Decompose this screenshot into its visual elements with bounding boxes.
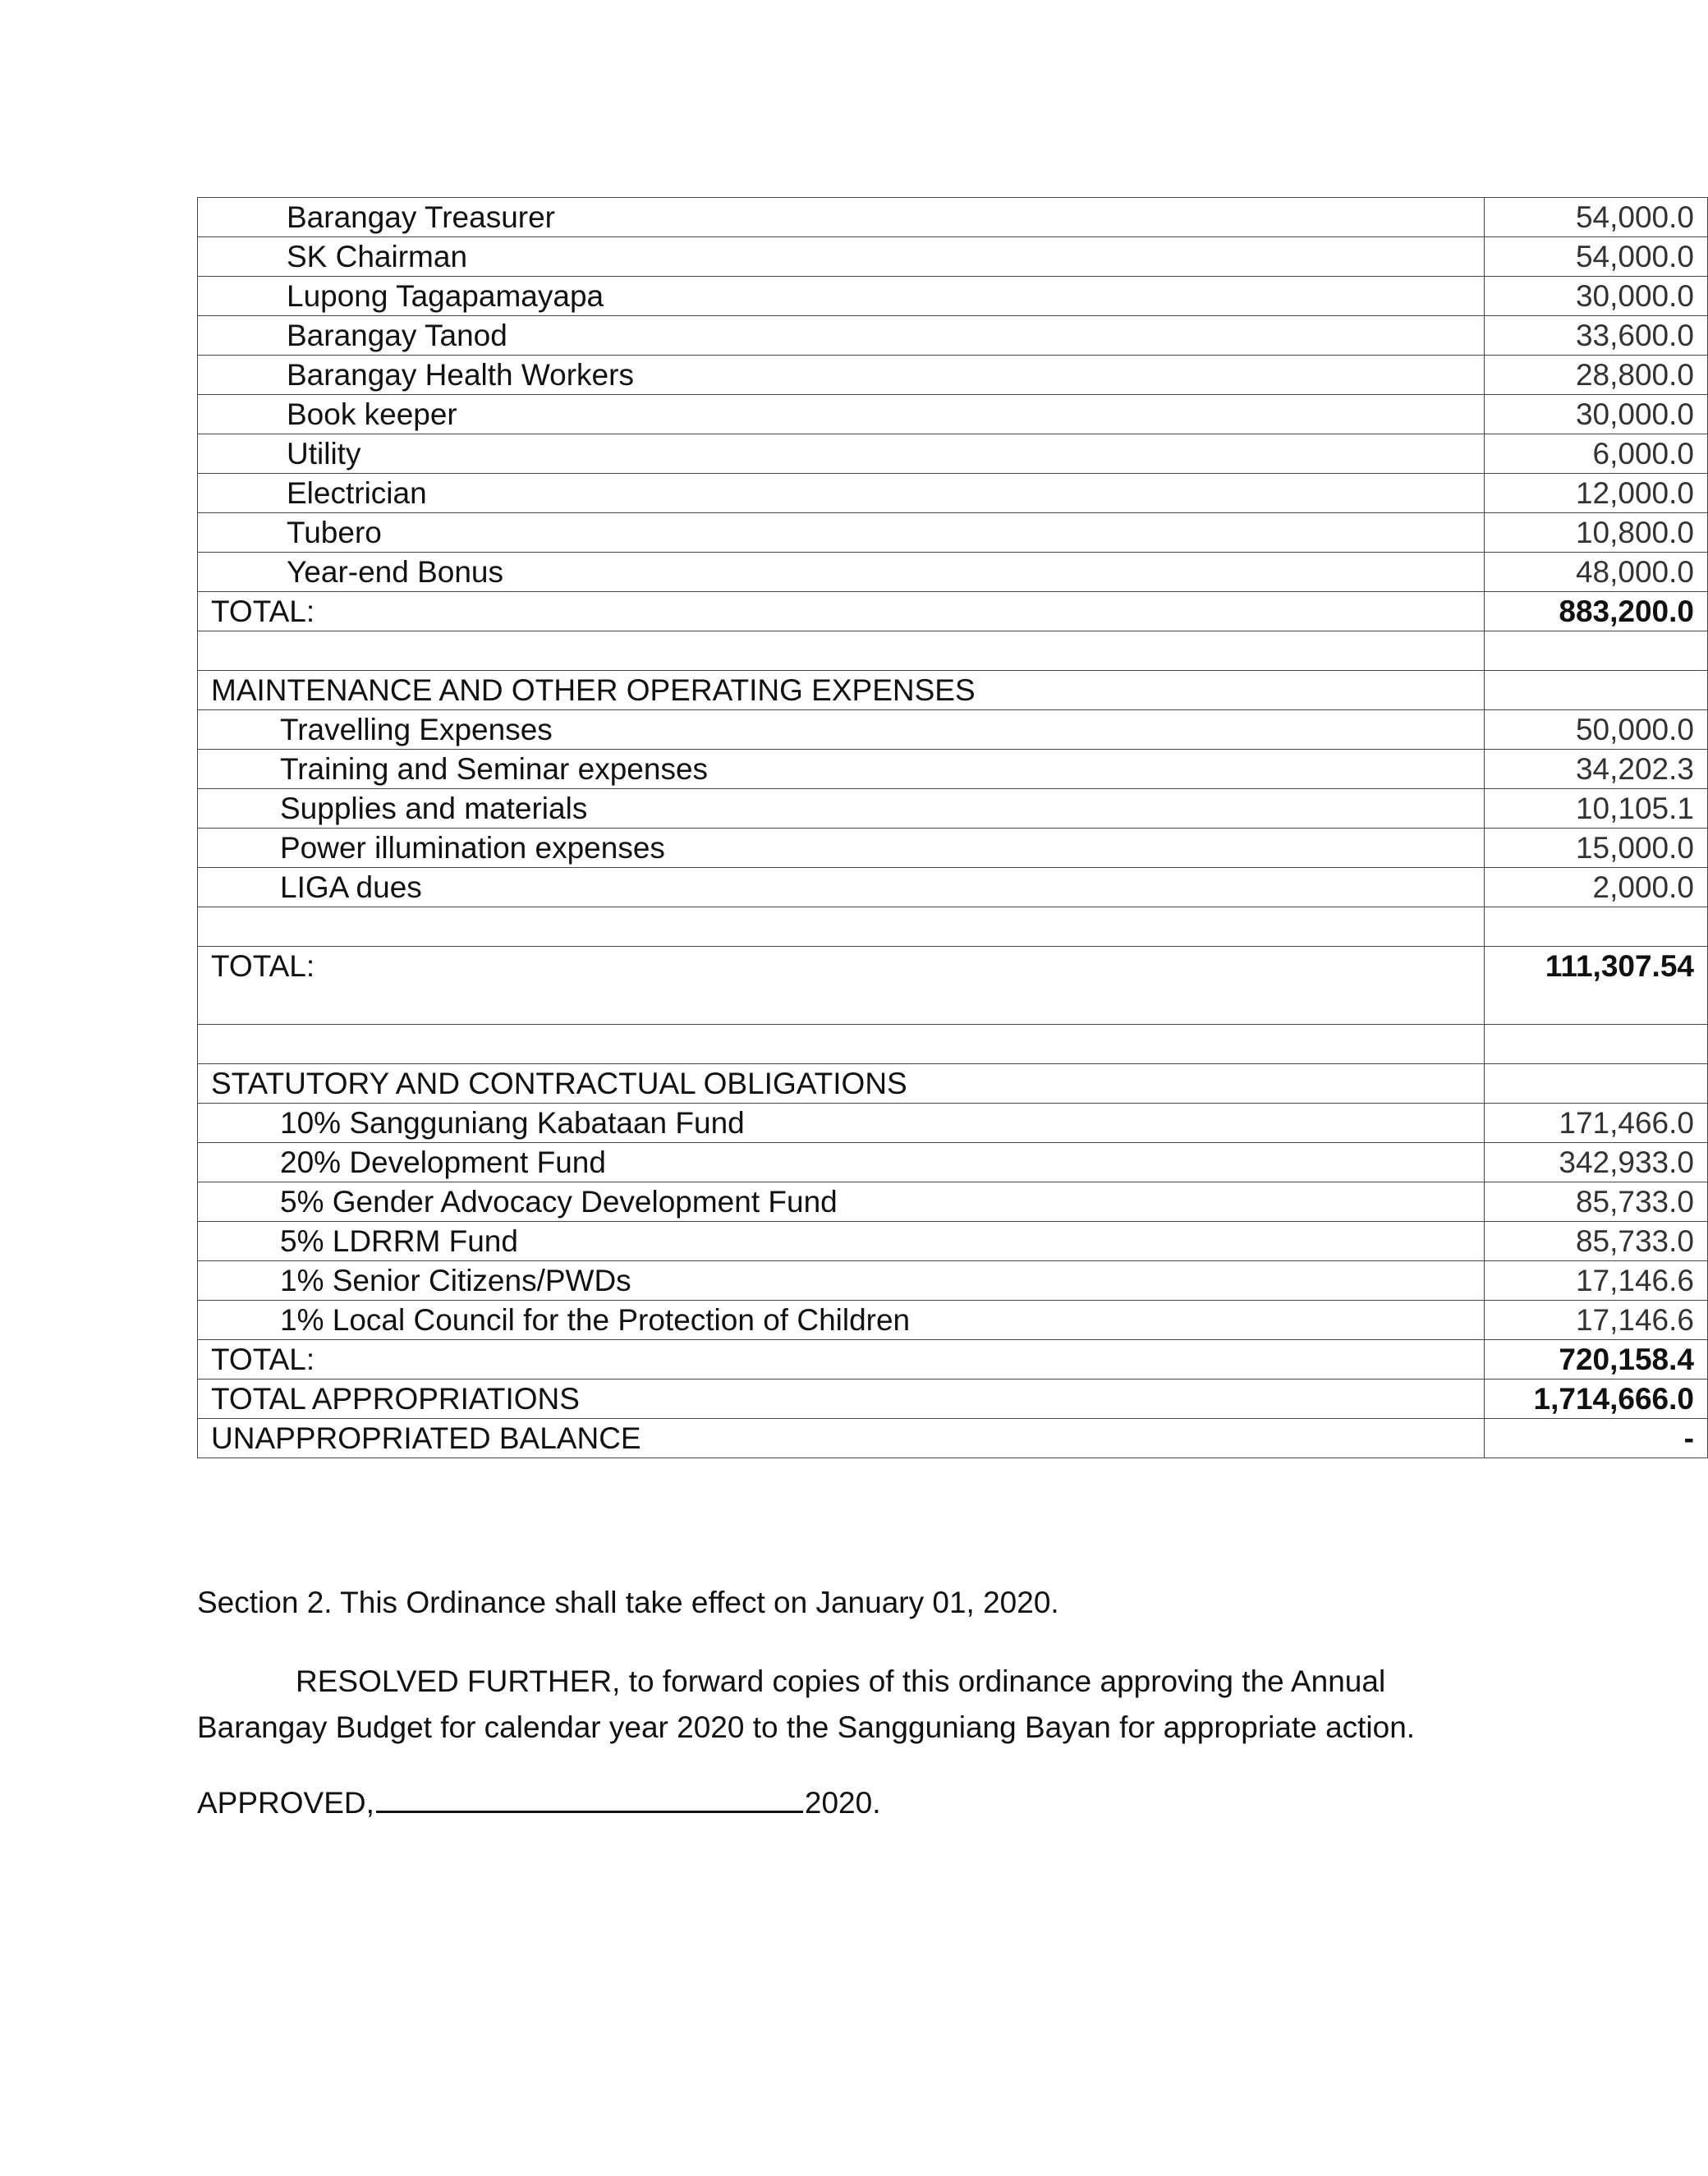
item-amount: 15,000.0 [1485, 829, 1708, 868]
item-amount: 48,000.0 [1485, 553, 1708, 592]
item-amount: 342,933.0 [1485, 1143, 1708, 1182]
section-header: MAINTENANCE AND OTHER OPERATING EXPENSES [198, 671, 1485, 710]
resolved-further-text: RESOLVED FURTHER, to forward copies of this ordinance approving the Annual Barangay Budget for calendar year 2020 to the Sangguniang Bayan for appropriate action. [197, 1664, 1416, 1744]
table-row [198, 237, 1708, 277]
item-amount: 17,146.6 [1485, 1261, 1708, 1301]
section-header-row [198, 671, 1708, 710]
item-amount: 33,600.0 [1485, 316, 1708, 356]
item-label: Training and Seminar expenses [198, 750, 1485, 789]
table-row [198, 868, 1708, 907]
total-appropriations-row [198, 1380, 1708, 1419]
total-amount: 111,307.54 [1485, 947, 1708, 1025]
table-row [198, 750, 1708, 789]
table-row [198, 553, 1708, 592]
item-label: 1% Local Council for the Protection of Children [198, 1301, 1485, 1340]
table-row [198, 789, 1708, 829]
item-label: SK Chairman [198, 237, 1485, 277]
item-label: Barangay Treasurer [198, 198, 1485, 237]
table-row [198, 1104, 1708, 1143]
section-2-text: Section 2. This Ordinance shall take effect on January 01, 2020. [197, 1586, 1059, 1619]
table-row [198, 829, 1708, 868]
item-label: Barangay Health Workers [198, 356, 1485, 395]
unappropriated-balance-amount: - [1485, 1419, 1708, 1458]
item-label: 5% Gender Advocacy Development Fund [198, 1182, 1485, 1222]
section-header-row [198, 1064, 1708, 1104]
table-row [198, 434, 1708, 474]
approved-prefix: APPROVED, [197, 1786, 374, 1820]
table-row [198, 474, 1708, 513]
item-amount: 10,105.1 [1485, 789, 1708, 829]
table-row [198, 1301, 1708, 1340]
table-row [198, 356, 1708, 395]
total-amount: 720,158.4 [1485, 1340, 1708, 1380]
item-label: 1% Senior Citizens/PWDs [198, 1261, 1485, 1301]
unappropriated-balance-label: UNAPPROPRIATED BALANCE [198, 1419, 1485, 1458]
item-label: Lupong Tagapamayapa [198, 277, 1485, 316]
total-label: TOTAL: [198, 592, 1485, 631]
item-label: Supplies and materials [198, 789, 1485, 829]
item-label: LIGA dues [198, 868, 1485, 907]
section-header: STATUTORY AND CONTRACTUAL OBLIGATIONS [198, 1064, 1485, 1104]
item-label: 20% Development Fund [198, 1143, 1485, 1182]
item-amount: 6,000.0 [1485, 434, 1708, 474]
item-label: Power illumination expenses [198, 829, 1485, 868]
spacer-row [198, 907, 1708, 947]
spacer-row [198, 631, 1708, 671]
item-label: Barangay Tanod [198, 316, 1485, 356]
total-appropriations-amount: 1,714,666.0 [1485, 1380, 1708, 1419]
total-label: TOTAL: [198, 947, 1485, 1025]
total-row [198, 1340, 1708, 1380]
total-appropriations-label: TOTAL APPROPRIATIONS [198, 1380, 1485, 1419]
item-amount: 171,466.0 [1485, 1104, 1708, 1143]
item-label: Utility [198, 434, 1485, 474]
item-amount: 30,000.0 [1485, 395, 1708, 434]
spacer-row [198, 1025, 1708, 1064]
item-label: Tubero [198, 513, 1485, 553]
table-row [198, 277, 1708, 316]
item-label: 10% Sangguniang Kabataan Fund [198, 1104, 1485, 1143]
total-amount: 883,200.0 [1485, 592, 1708, 631]
item-amount: 30,000.0 [1485, 277, 1708, 316]
item-label: Year-end Bonus [198, 553, 1485, 592]
unappropriated-balance-row [198, 1419, 1708, 1458]
table-row [198, 395, 1708, 434]
item-amount: 85,733.0 [1485, 1182, 1708, 1222]
table-row [198, 1222, 1708, 1261]
table-row [198, 710, 1708, 750]
item-amount: 34,202.3 [1485, 750, 1708, 789]
approved-suffix: 2020. [804, 1786, 881, 1820]
item-amount: 54,000.0 [1485, 198, 1708, 237]
item-amount: 12,000.0 [1485, 474, 1708, 513]
item-label: Book keeper [198, 395, 1485, 434]
table-row [198, 513, 1708, 553]
item-amount: 54,000.0 [1485, 237, 1708, 277]
signature-blank-line [376, 1784, 803, 1813]
item-amount: 85,733.0 [1485, 1222, 1708, 1261]
item-label: Travelling Expenses [198, 710, 1485, 750]
item-amount: 50,000.0 [1485, 710, 1708, 750]
table-row [198, 1261, 1708, 1301]
total-row [198, 947, 1708, 1025]
approved-line [197, 1780, 1478, 1826]
total-label: TOTAL: [198, 1340, 1485, 1380]
item-amount: 28,800.0 [1485, 356, 1708, 395]
item-amount: 2,000.0 [1485, 868, 1708, 907]
item-label: Electrician [198, 474, 1485, 513]
table-row [198, 1143, 1708, 1182]
item-label: 5% LDRRM Fund [198, 1222, 1485, 1261]
table-row [198, 198, 1708, 237]
budget-table [197, 197, 1708, 1458]
table-row [198, 316, 1708, 356]
item-amount: 17,146.6 [1485, 1301, 1708, 1340]
table-row [198, 1182, 1708, 1222]
total-row [198, 592, 1708, 631]
item-amount: 10,800.0 [1485, 513, 1708, 553]
